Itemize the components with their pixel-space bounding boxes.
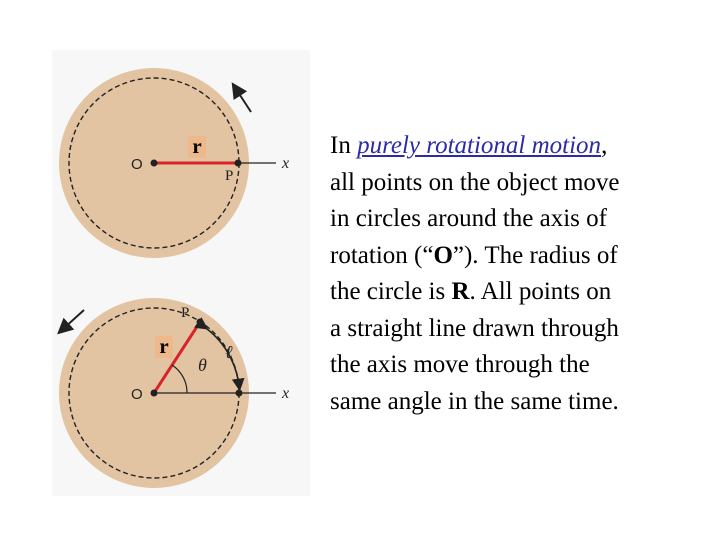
text-line-3: in circles around the axis of	[330, 205, 607, 232]
bottom-center-dot	[151, 390, 158, 397]
explanation-text	[330, 128, 710, 420]
bottom-angle-label: θ	[198, 355, 207, 375]
text-line-8: same angle in the same time.	[330, 387, 619, 415]
text-line-2: all points on the object move	[330, 168, 620, 196]
top-center-dot	[151, 160, 158, 167]
bottom-center-label: O	[131, 386, 143, 403]
key-term: purely rotational motion	[357, 132, 602, 159]
top-center-label: O	[131, 156, 143, 173]
text-line-5: the circle is R. All points on	[330, 278, 612, 305]
text-line-4: rotation (“O”). The radius of	[330, 241, 618, 269]
top-axis-label: x	[282, 155, 290, 172]
radius-symbol: R	[451, 278, 470, 305]
bottom-arc-label: ℓ	[225, 342, 233, 362]
top-radius-label: r	[192, 134, 202, 158]
top-point-p-dot	[235, 160, 242, 167]
bottom-axis-label: x	[282, 385, 290, 402]
bottom-point-label: P	[181, 305, 190, 321]
text-line-6: a straight line drawn through	[330, 314, 619, 342]
origin-symbol: O	[433, 241, 453, 269]
top-rotation-arrow-icon	[236, 89, 251, 112]
bottom-axis-point-dot	[236, 390, 243, 397]
top-point-label: P	[225, 168, 234, 184]
top-disk-group	[59, 68, 289, 258]
text-line-1: In purely rotational motion,	[330, 132, 608, 159]
bottom-point-p-dot	[197, 319, 204, 326]
bottom-disk-group	[59, 298, 289, 488]
bottom-rotation-arrow-icon	[63, 310, 84, 329]
text-line-7: the axis move through the	[330, 351, 590, 378]
bottom-radius-label: r	[159, 334, 169, 358]
